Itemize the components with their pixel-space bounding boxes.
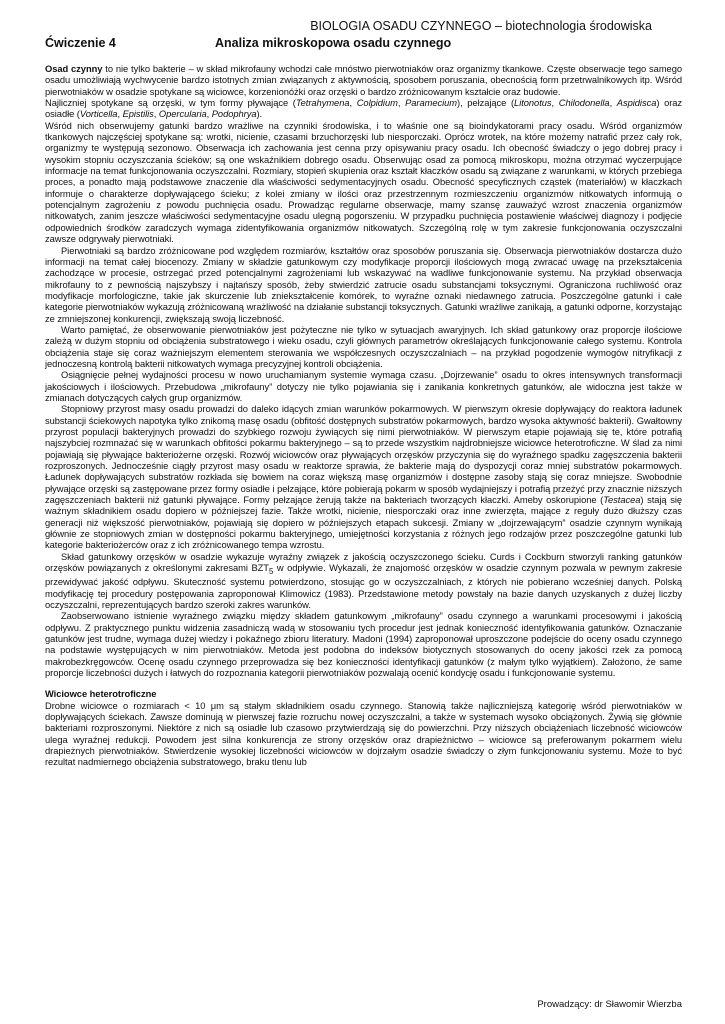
- term-osad-czynny: Osad czynny: [45, 64, 103, 74]
- species-name: Opercularia: [158, 109, 207, 120]
- paragraph-text: ,: [551, 98, 559, 109]
- paragraph-text: ,: [609, 98, 617, 109]
- paragraph-text: ).: [256, 109, 263, 120]
- paragraph-pierwotniaki: Pierwotniaki są bardzo zróżnicowane pod względem rozmiarów, kształtów oraz sposobów poruszania się. Obserwacja pierwotniaków dostarcza dużo informacji na temat całej biocenozy. Zmiany w składzie gatunkowym czy modyfikacje proporcji ilościowych mogą zwracać uwagę na przekształcenia zachodzące w procesie, ostrzegać przed potencjalnymi zagrożeniami lub wskazywać na wadliwe funkcjonowanie systemu. Na przykład obserwacja mikrofauny to z pewnością najszybszy i najtańszy sposób, żeby stwierdzić zatrucie osadu substancjami toksycznymi. Ograniczona ruchliwość oraz modyfikacje morfologiczne, takie jak skurczenie lub zniekształcenie komórek, to wyraźne oznaki niedawnego zatrucia. Poszczególne gatunki i całe kategorie pierwotniaków wykazują zróżnicowaną wrażliwość na działanie substancji toksycznych. Gatunki wrażliwe zanikają, a gatunki odporne, korzystając ze zmniejszonej konkurencji, zwiększają swoją liczebność.: [45, 245, 682, 324]
- paragraph-text: Stopniowy przyrost masy osadu prowadzi do daleko idących zmian warunków pokarmowych. W pierwszym okresie dopływający do reaktora ładunek substancji ściekowych napotyka tylko znikomą masę osadu (obfitość dostępnych substratów pokarmowych, bardzo wysoka aktywność bakterii). Gwałtowny przyrost populacji bakteryjnych prowadzi do szybkiego rozwoju żywiących się nimi pierwotniaków. W pierwszym etapie pojawiają się te, które potrafią najszybciej rozmnażać się w warunkach obfitości pokarmu bakteryjnego – są to przede wszystkim najdrobniejsze wiciowce heterotroficzne. W ślad za nimi pojawiają się pływające bakteriożerne orzęski. Rozwój wiciowców oraz pływających orzęsków przyczynia się do wyraźnego spadku zagęszczenia bakterii rozproszonych. Jednocześnie ciągły przyrost masy osadu w reaktorze sprawia, że bakterie mają do dyspozycji coraz mniej substratów pokarmowych. Ładunek dopływających substratów rozkłada się bowiem na coraz większą masę organizmów i dostępne zasoby stają się coraz mniejsze. Swobodnie pływające orzęski są zastępowane przez formy osiadłe i pełzające, które pobierają pokarm w sposób wydajniejszy i potrafią przeżyć przy znacznie niższych zagęszczeniach bakterii niż gatunki pływające. Formy pełzające żerują także na bakteriach tworzących kłaczki. Ameby oskorupione (: [45, 404, 682, 506]
- species-name: Aspidisca: [616, 98, 657, 109]
- paragraph-text: ) stają się ważnym składnikiem osadu dopiero w późniejszej fazie. Także wrotki, nicienie, niesporczaki oraz inne zwierzęta, mające z reguły dużo dłuższy czas generacji niż większość pierwotniaków, pojawiają się dopiero w późniejszych etapach sukcesji. Zmiany w „dojrzewającym” osadzie czynnym wynikają głównie ze stopniowych zmian w dostępności pokarmu bakteryjnego, umiejętności korzystania z różnych jego rodzajów przez poszczególne gatunki lub kategorie bakteriożerców oraz z ich zróżnicowanego tempa wzrostu.: [45, 495, 683, 551]
- paragraph-succession: [45, 404, 682, 551]
- species-name: Epistilis: [122, 109, 154, 120]
- paragraph-text: ) oraz osiadłe (: [45, 98, 683, 120]
- paragraph-text: Najliczniej spotykane są orzęski, w tym formy pływające (: [45, 98, 296, 109]
- species-name: Chilodonella: [558, 98, 610, 109]
- paragraph-text: ,: [153, 109, 159, 120]
- paragraph-curds-cockburn: [45, 552, 682, 612]
- species-name: Paramecium: [405, 98, 458, 109]
- paragraph-text: to nie tylko bakterie – w skład mikrofauny wchodzi całe mnóstwo pierwotniaków oraz organizmy tkankowe. Częste obserwacje tego samego osadu umożliwiają wychwycenie bardzo istotnych zmian związanych z aktywnością, sposobem poruszania, obecnością form przetrwalnikowych itp. Wśród pierwotniaków w osadzie spotykane są wiciowce, korzenionóżki oraz orzęski o bardzo zróżnicowanym kształcie oraz budowie.: [45, 64, 682, 97]
- paragraph-text: ,: [397, 98, 406, 109]
- paragraph-text: ,: [349, 98, 357, 109]
- species-name: Colpidium: [356, 98, 398, 109]
- paragraph-observation: Warto pamiętać, że obserwowanie pierwotniaków jest pożyteczne nie tylko w sytuacjach awaryjnych. Ich skład gatunkowy oraz proporcje ilościowe zależą w dużym stopniu od obciążenia substratowego i wieku osadu, czyli głównych parametrów określających funkcjonowanie całego systemu. Kontrola obciążenia staje się coraz ważniejszym elementem sterowania we współczesnych oczyszczalniach – na przykład pogodzenie wymogów nitryfikacji z jednoczesną kontrolą bakterii nitkowatych wymaga precyzyjnej kontroli obciążenia.: [45, 324, 682, 369]
- paragraph-text: ), pełzające (: [457, 98, 515, 109]
- course-title: BIOLOGIA OSADU CZYNNEGO – biotechnologia środowiska: [310, 19, 652, 33]
- footer-author: Prowadzący: dr Sławomir Wierzba: [537, 999, 682, 1010]
- paragraph-text: Skład gatunkowy orzęsków w osadzie wykazuje wyraźny związek z jakością oczyszczonego ścieku. Curds i Cockburn stworzyli ranking gatunków orzęsków powiązanych z określonymi zakresami BZT: [45, 551, 682, 574]
- exercise-header: [45, 35, 682, 51]
- paragraph-madoni: Zaobserwowano istnienie wyraźnego związku między składem gatunkowym „mikrofauny” osadu czynnego a warunkami procesowymi i jakością odpływu. Z praktycznego punktu widzenia zasadniczą wadą w stosowaniu tych procedur jest jednak konieczność identyfikowania gatunków. Oznaczanie gatunków jest trudne, wymaga dużej wiedzy i pokaźnego zbioru literatury. Madoni (1994) zaproponował uproszczone podejście do oceny osadu czynnego na podstawie występujących w nim pierwotniaków. Metoda jest podobna do indeksów biotycznych stosowanych do oceny jakości rzek za pomocą makrobezkręgowców. Ocenę osadu czynnego przeprowadza się bez konieczności identyfikacji gatunków (z małym tylko wyjątkiem). Założono, że same proporcje liczebności dużych i łatwych do rozpoznania kategorii pierwotniaków pozwalają ocenić kondycję osadu i funkcjonowanie systemu.: [45, 611, 682, 679]
- paragraph-text: ,: [117, 109, 123, 120]
- section-heading: Wiciowce heterotroficzne: [45, 689, 157, 700]
- subscript: 5: [268, 566, 274, 576]
- exercise-number: Ćwiczenie 4: [45, 36, 116, 50]
- species-name: Podophrya: [211, 109, 257, 120]
- paragraph-intro: [45, 64, 682, 98]
- paragraph-text: ,: [206, 109, 212, 120]
- species-name: Vorticella: [79, 109, 118, 120]
- paragraph-bioindicators: Wśród nich obserwujemy gatunki bardzo wrażliwe na czynniki środowiska, i to właśnie one są bioindykatorami pracy osadu. Wśród organizmów tkankowych najczęściej spotykane są: wrotki, nicienie, czasami brzuchorzęski lub niesporczaki. Oprócz wrotek, na które możemy natrafić przez cały rok, organizmy te występują sezonowo. Obserwacja ich zachowania jest cenna przy opisywaniu pracy osadu. Ich obecność świadczy o jego dobrej pracy i wysokim stopniu oczyszczania ścieków; są one wskaźnikiem dobrego osadu. Obserwując osad za pomocą mikroskopu, można otrzymać wyczerpujące informacje na temat funkcjonowania oczyszczalni. Rozmiary, stopień skupienia oraz kształt kłaczków osadu są związane z warunkami, w których przebiega proces, a ponadto mają podstawowe znaczenie dla właściwości sedymentacyjnych osadu. Obecność specyficznych cząstek (materiałów) w kłaczkach informuje o charakterze dopływającego ścieku; z kolei zmiany w ilości oraz przestrzennym rozmieszczeniu organizmów nitkowatych informują o potencjalnym zagrożeniu z powodu puchnięcia osadu. Prowadząc regularne obserwacje, mamy szansę zauważyć wzrost znaczenia organizmów nitkowatych, zanim jeszcze właściwości sedymentacyjne osadu ulegną pogorszeniu. W przypadku puchnięcia postawienie właściwej diagnozy i podjęcie odpowiednich środków zaradczych wymaga zidentyfikowania organizmów nitkowatych. Szczególną rolę w tym zakresie funkcjonowania oczyszczalni zawsze odgrywały pierwotniaki.: [45, 120, 682, 245]
- paragraph-wiciowce: Drobne wiciowce o rozmiarach < 10 μm są stałym składnikiem osadu czynnego. Stanowią także najliczniejszą kategorię wśród pierwotniaków w dopływających ściekach. Zawsze dominują w pierwszej fazie rozruchu nowej oczyszczalni, a także w systemach wysoko obciążonych. Żywią się głównie bakteriami rozproszonymi. Niektóre z nich są osiadłe lub czasowo przytwierdzają się do powierzchni. Przy niższych obciążeniach liczebność wiciowców ulega wyraźnej redukcji. Powodem jest silna konkurencja ze strony orzęsków oraz drapieżnictwo – wiciowce są preferowanym pokarmem wielu drapieżnych pierwotniaków. Stwierdzenie wysokiej liczebności wiciowców w dojrzałym osadzie świadczy o złym funkcjonowaniu systemu. Może to być rezultat nadmiernego obciążenia substratowego, braku tlenu lub: [45, 700, 682, 768]
- exercise-title: Analiza mikroskopowa osadu czynnego: [215, 36, 452, 50]
- species-name: Litonotus: [514, 98, 552, 109]
- paragraph-text: w odpływie. Wykazali, że znajomość orzęsków w osadzie czynnym pozwala w pewnym zakresie przewidywać jakość odpływu. Skuteczność systemu potwierdzono, stosując go w oczyszczalniach, z których nie pobierano wcześniej danych. Polską modyfikację tej procedury postępowania zaproponował Klimowicz (1983). Przedstawione metody powstały na bazie danych uzyskanych z dużej liczby oczyszczalni, reprezentujących bardzo szeroki zakres warunków.: [45, 563, 683, 611]
- paragraph-orzeski: [45, 98, 682, 121]
- species-name: Tetrahymena: [295, 98, 350, 109]
- paragraph-maturation: Osiągnięcie pełnej wydajności procesu w nowo uruchamianym systemie wymaga czasu. „Dojrzewanie” osadu to okres intensywnych transformacji jakościowych i ilościowych. Przebudowa „mikrofauny” dotyczy nie tylko pojawiania się i zanikania konkretnych gatunków, ale widoczna jest także w zmianach dotyczących całych grup organizmów.: [45, 370, 682, 403]
- document-body: [45, 64, 682, 769]
- species-name: Testacea: [603, 495, 641, 506]
